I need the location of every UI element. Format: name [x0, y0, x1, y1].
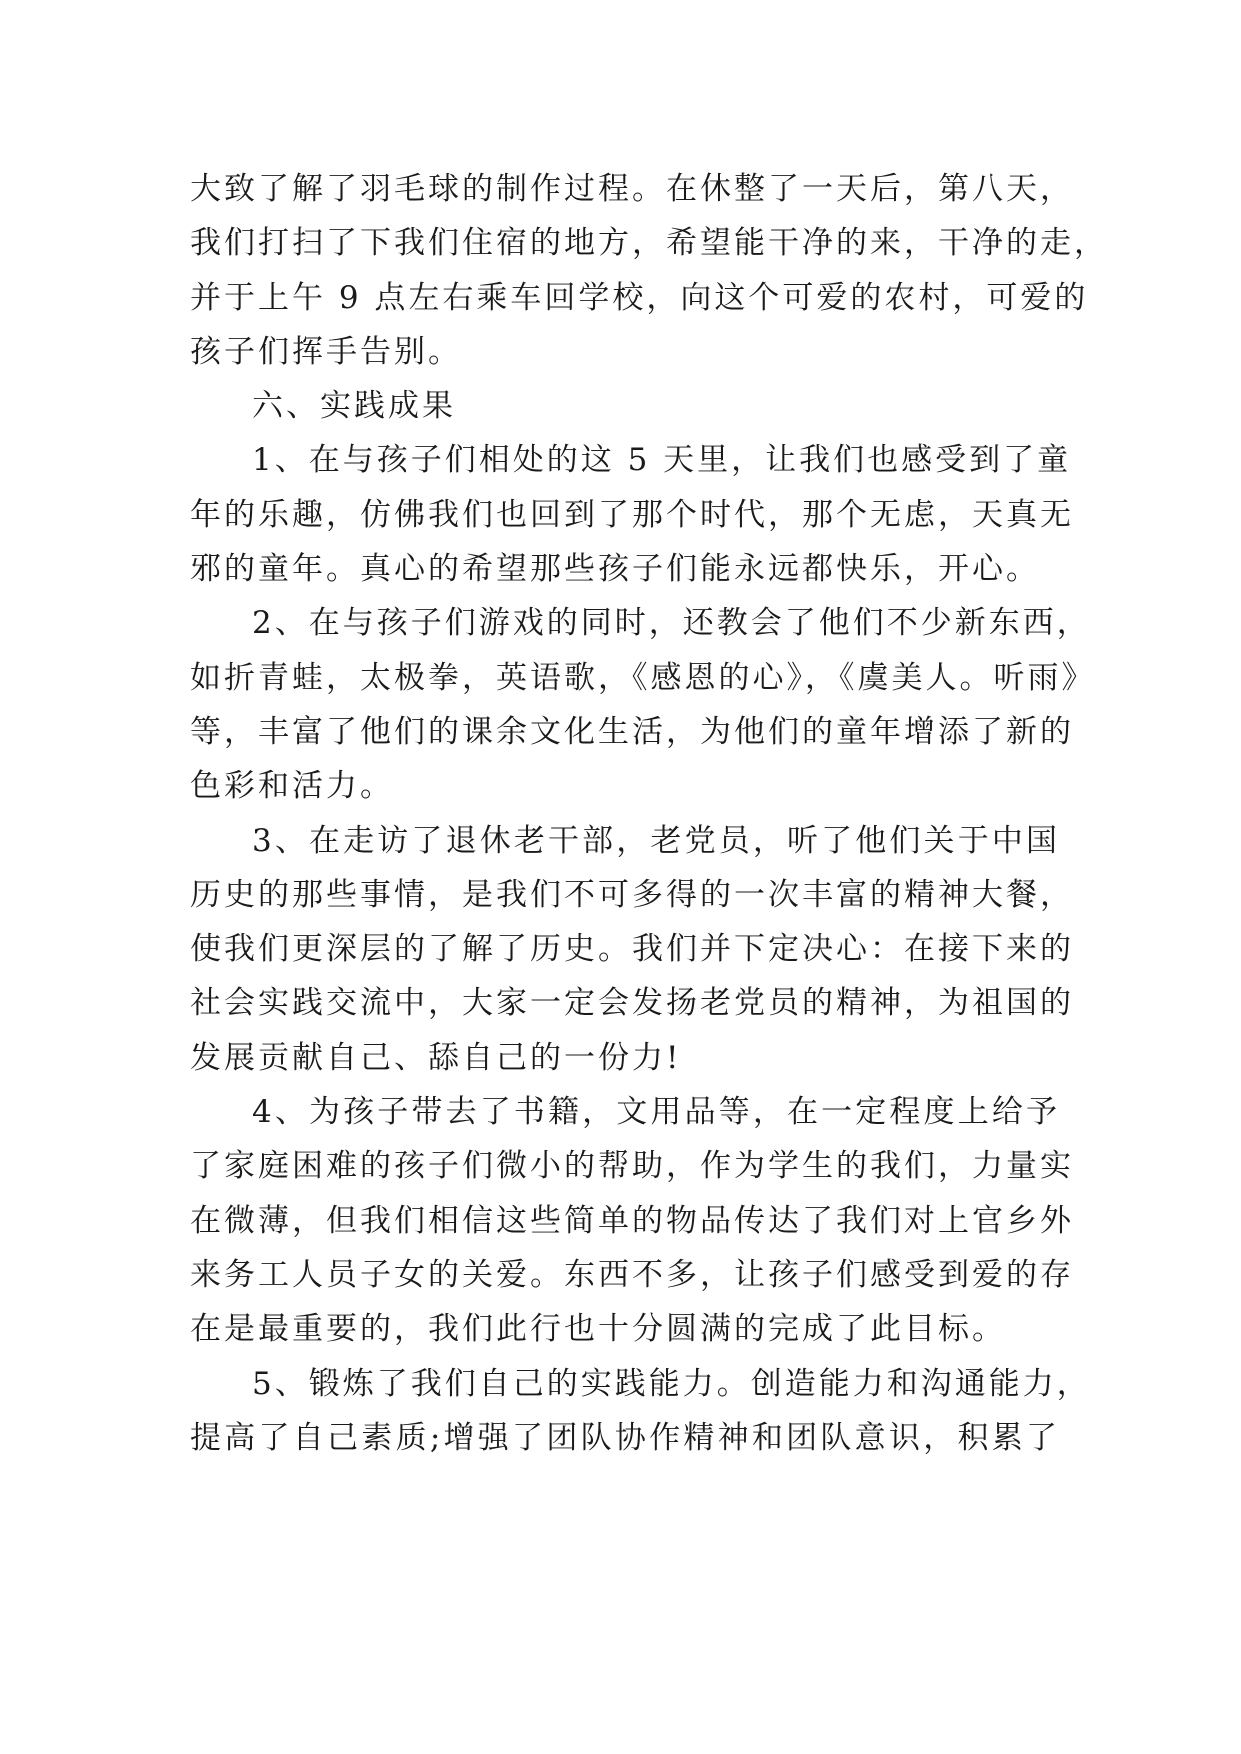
- text-line: 邪的童年。真心的希望那些孩子们能永远都快乐，开心。: [190, 551, 1040, 588]
- paragraph-departure: [190, 162, 1108, 379]
- section-heading-text: 六、实践成果: [252, 388, 456, 425]
- text-line: 年的乐趣，仿佛我们也回到了那个时代，那个无虑，天真无: [190, 496, 1074, 533]
- text-line: 如折青蛙，太极拳，英语歌，《感恩的心》，《虞美人。听雨》: [190, 659, 1096, 696]
- text-line: 等，丰富了他们的课余文化生活，为他们的童年增添了新的: [190, 713, 1074, 750]
- text-line: 提高了自己素质;增强了团队协作精神和团队意识，积累了: [190, 1419, 1060, 1456]
- paragraph-result-1: [190, 433, 1074, 596]
- paragraph-result-5: [190, 1357, 1091, 1466]
- paragraph-result-3: [190, 814, 1074, 1085]
- text-line: 来务工人员子女的关爱。东西不多，让孩子们感受到爱的存: [190, 1256, 1074, 1293]
- document-body: [190, 162, 1108, 1465]
- text-line: 在微薄，但我们相信这些简单的物品传达了我们对上官乡外: [190, 1202, 1074, 1239]
- text-line: 使我们更深层的了解了历史。我们并下定决心：在接下来的: [190, 931, 1074, 968]
- paragraph-result-2: [190, 596, 1096, 813]
- text-line: 并于上午 9 点左右乘车回学校，向这个可爱的农村，可爱的: [190, 279, 1089, 316]
- text-line: 了家庭困难的孩子们微小的帮助，作为学生的我们，力量实: [190, 1148, 1074, 1185]
- text-line: 3、在走访了退休老干部，老党员，听了他们关于中国: [252, 822, 1060, 859]
- paragraph-result-4: [190, 1085, 1074, 1356]
- text-line: 4、为孩子带去了书籍，文用品等，在一定程度上给予: [252, 1094, 1060, 1131]
- text-line: 历史的那些事情，是我们不可多得的一次丰富的精神大餐，: [190, 876, 1074, 913]
- text-line: 5、锻炼了我们自己的实践能力。创造能力和沟通能力，: [252, 1365, 1091, 1402]
- text-line: 2、在与孩子们游戏的同时，还教会了他们不少新东西，: [252, 605, 1091, 642]
- text-line: 我们打扫了下我们住宿的地方，希望能干净的来，干净的走，: [190, 225, 1108, 262]
- text-line: 发展贡献自己、舔自己的一份力!: [190, 1039, 682, 1076]
- text-line: 孩子们挥手告别。: [190, 333, 462, 370]
- text-line: 1、在与孩子们相处的这 5 天里，让我们也感受到了童: [252, 442, 1072, 479]
- text-line: 色彩和活力。: [190, 768, 394, 805]
- text-line: 社会实践交流中，大家一定会发扬老党员的精神，为祖国的: [190, 985, 1074, 1022]
- text-line: 大致了解了羽毛球的制作过程。在休整了一天后，第八天，: [190, 171, 1074, 207]
- text-line: 在是最重要的，我们此行也十分圆满的完成了此目标。: [190, 1311, 1006, 1348]
- section-heading-results: [190, 379, 1060, 433]
